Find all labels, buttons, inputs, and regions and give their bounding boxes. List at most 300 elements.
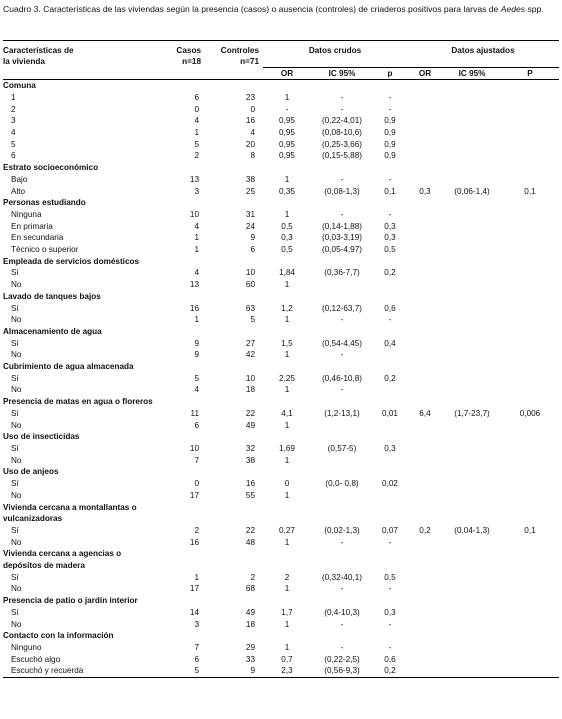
p-adjusted-cell bbox=[501, 619, 559, 631]
caption-text: Cuadro 3. Características de las viviendas según la presencia (casos) o ausencia (controles) de criaderos positivos para larvas de bbox=[3, 4, 499, 14]
controls-cell: 49 bbox=[245, 607, 255, 617]
controls-cell: 29 bbox=[245, 642, 255, 652]
cases-cell: 17 bbox=[189, 490, 199, 500]
ic-adjusted-cell bbox=[443, 654, 501, 666]
or-adjusted-cell bbox=[407, 267, 443, 279]
or-adjusted-cell bbox=[407, 279, 443, 291]
or-adjusted-cell bbox=[407, 115, 443, 127]
p-adjusted-cell bbox=[501, 279, 559, 291]
ic-cell bbox=[311, 279, 373, 291]
p-adjusted-cell bbox=[501, 127, 559, 139]
section-title: Presencia de matas en agua o floreros bbox=[3, 397, 153, 407]
controls-cell: 31 bbox=[245, 209, 255, 219]
ic-cell: (0,25-3,66) bbox=[321, 139, 363, 149]
p-cell bbox=[373, 384, 407, 396]
row-label: Sí bbox=[11, 338, 19, 348]
p-adjusted-cell bbox=[501, 443, 559, 455]
or-cell: 1 bbox=[284, 209, 290, 219]
controls-cell: 24 bbox=[245, 221, 255, 231]
or-adjusted-cell bbox=[407, 455, 443, 467]
header-cases-label: Casos bbox=[176, 46, 201, 55]
p-adjusted-cell bbox=[501, 104, 559, 116]
p-adjusted-cell bbox=[501, 150, 559, 162]
controls-cell: 18 bbox=[245, 619, 255, 629]
or-adjusted-cell bbox=[407, 244, 443, 256]
controls-cell: 6 bbox=[250, 245, 255, 255]
table-row bbox=[3, 607, 559, 619]
cases-cell: 2 bbox=[194, 151, 199, 161]
section-row bbox=[3, 431, 559, 443]
or-cell: 1 bbox=[284, 642, 290, 652]
table-row bbox=[3, 150, 559, 162]
row-label: Ninguno bbox=[11, 642, 42, 652]
section-row bbox=[3, 513, 559, 525]
section-title: Vivienda cercana a montallantas o bbox=[3, 502, 137, 512]
header-characteristic-line1: Características de bbox=[3, 46, 74, 55]
table-row bbox=[3, 583, 559, 595]
ic-cell: (0,14-1,88) bbox=[321, 221, 363, 231]
or-cell: 1 bbox=[284, 584, 290, 594]
controls-cell: 16 bbox=[245, 479, 255, 489]
controls-cell: 42 bbox=[245, 350, 255, 360]
ic-adjusted-cell bbox=[443, 104, 501, 116]
p-cell: - bbox=[388, 174, 392, 184]
p-adjusted-cell: 0,1 bbox=[524, 525, 536, 535]
section-row bbox=[3, 326, 559, 338]
header-cases-n: n=18 bbox=[182, 57, 201, 66]
row-label: Sí bbox=[11, 572, 19, 582]
ic-adjusted-cell bbox=[443, 642, 501, 654]
ic-cell: (0,54-4,45) bbox=[321, 338, 363, 348]
controls-cell: 25 bbox=[245, 186, 255, 196]
row-label: No bbox=[11, 619, 22, 629]
cases-cell: 11 bbox=[190, 408, 199, 418]
p-adjusted-cell bbox=[501, 139, 559, 151]
or-cell: 1,2 bbox=[281, 303, 293, 313]
row-label: No bbox=[11, 420, 22, 430]
controls-cell: 22 bbox=[245, 525, 255, 535]
cases-cell: 10 bbox=[189, 209, 199, 219]
header-crude-data bbox=[263, 41, 407, 68]
p-cell bbox=[373, 420, 407, 432]
or-cell: 0,95 bbox=[279, 128, 295, 137]
p-cell: 0,3 bbox=[384, 221, 396, 231]
ic-adjusted-cell bbox=[443, 420, 501, 432]
or-adjusted-cell bbox=[407, 232, 443, 244]
header-adjusted-data bbox=[407, 41, 559, 68]
p-adjusted-cell bbox=[501, 244, 559, 256]
ic-cell: - bbox=[340, 174, 344, 184]
row-label: Sí bbox=[11, 607, 19, 617]
p-cell: 0,3 bbox=[384, 443, 396, 453]
table-row bbox=[3, 455, 559, 467]
row-label: Escuchó y recuerda bbox=[3, 665, 161, 677]
cases-cell: 17 bbox=[189, 584, 199, 594]
ic-cell: - bbox=[340, 537, 344, 547]
ic-cell: (0,03-3,19) bbox=[321, 233, 363, 243]
or-cell: 0,27 bbox=[279, 525, 295, 535]
or-cell: 1 bbox=[284, 455, 290, 465]
ic-adjusted-cell bbox=[443, 455, 501, 467]
cases-cell: 1 bbox=[194, 572, 199, 582]
ic-adjusted-cell bbox=[443, 490, 501, 502]
header-cases bbox=[161, 41, 201, 68]
or-cell: 4,1 bbox=[281, 408, 293, 418]
row-label: 5 bbox=[11, 139, 16, 149]
table-row bbox=[3, 572, 559, 584]
ic-cell: (0,02-1,3) bbox=[324, 525, 360, 535]
section-title: Empleada de servicios domésticos bbox=[3, 256, 140, 266]
cases-cell: 4 bbox=[194, 268, 199, 278]
or-cell: 2 bbox=[284, 572, 290, 582]
or-adjusted-cell bbox=[407, 619, 443, 631]
cases-cell: 1 bbox=[194, 315, 199, 325]
p-cell: 0,9 bbox=[384, 116, 396, 126]
controls-cell: 10 bbox=[245, 268, 255, 278]
ic-cell bbox=[311, 420, 373, 432]
controls-cell: 60 bbox=[245, 280, 255, 290]
or-adjusted-cell bbox=[407, 420, 443, 432]
controls-cell: 49 bbox=[245, 420, 255, 430]
controls-cell: 0 bbox=[250, 104, 255, 114]
p-adjusted-cell bbox=[501, 478, 559, 490]
row-label: Alto bbox=[11, 186, 26, 196]
ic-adjusted-cell bbox=[443, 349, 501, 361]
controls-cell: 18 bbox=[245, 385, 255, 395]
cases-cell: 4 bbox=[194, 116, 199, 126]
table-row bbox=[3, 303, 559, 315]
or-adjusted-cell bbox=[407, 478, 443, 490]
cases-cell: 1 bbox=[194, 245, 199, 255]
row-label: En secundaria bbox=[11, 233, 64, 243]
section-title: Contacto con la información bbox=[3, 631, 114, 641]
table-row bbox=[3, 244, 559, 256]
controls-cell: 5 bbox=[250, 315, 255, 325]
controls-cell: 22 bbox=[245, 408, 255, 418]
controls-cell: 32 bbox=[245, 443, 255, 453]
controls-cell: 9 bbox=[201, 665, 263, 677]
row-label: No bbox=[11, 490, 22, 500]
p-adjusted-cell bbox=[501, 420, 559, 432]
table-row bbox=[3, 420, 559, 432]
ic-cell: - bbox=[340, 642, 344, 652]
ic-adjusted-cell bbox=[443, 279, 501, 291]
table-row bbox=[3, 267, 559, 279]
table-row bbox=[3, 338, 559, 350]
or-cell: 1 bbox=[284, 174, 290, 184]
p-cell bbox=[373, 349, 407, 361]
controls-cell: 23 bbox=[245, 92, 255, 102]
or-cell: 1 bbox=[284, 420, 290, 430]
row-label: 6 bbox=[11, 151, 16, 161]
p-cell: 0,6 bbox=[384, 303, 396, 313]
p-adjusted-cell bbox=[501, 209, 559, 221]
ic-adjusted-cell bbox=[443, 244, 501, 256]
or-adjusted-cell bbox=[407, 665, 443, 677]
cases-cell: 6 bbox=[194, 92, 199, 102]
p-adjusted-cell: 0,1 bbox=[524, 186, 536, 196]
row-label: No bbox=[11, 280, 22, 290]
or-cell: 1,69 bbox=[279, 443, 295, 453]
cases-cell: 0 bbox=[194, 479, 199, 489]
row-label: Escuchó algo bbox=[11, 654, 61, 664]
p-adjusted-cell bbox=[501, 572, 559, 584]
p-cell: 0,3 bbox=[384, 233, 396, 243]
header-or: OR bbox=[263, 67, 311, 80]
p-adjusted-cell bbox=[501, 654, 559, 666]
or-adjusted-cell bbox=[407, 174, 443, 186]
or-cell: 0,5 bbox=[281, 221, 293, 231]
p-adjusted-cell bbox=[501, 642, 559, 654]
or-adjusted-cell bbox=[407, 583, 443, 595]
ic-adjusted-cell bbox=[443, 209, 501, 221]
row-label: 3 bbox=[11, 116, 16, 126]
ic-adjusted-cell bbox=[443, 583, 501, 595]
table-row bbox=[3, 186, 559, 198]
controls-cell: 16 bbox=[245, 116, 255, 126]
or-adjusted-cell bbox=[407, 104, 443, 116]
row-label: 2 bbox=[11, 104, 16, 114]
row-label: Ninguna bbox=[11, 209, 42, 219]
or-cell: 1,7 bbox=[281, 607, 293, 617]
cases-cell: 5 bbox=[194, 139, 199, 149]
ic-adjusted-cell bbox=[443, 174, 501, 186]
or-cell: 1 bbox=[284, 385, 290, 395]
ic-adjusted-cell bbox=[443, 373, 501, 385]
table-row bbox=[3, 408, 559, 420]
cases-cell: 5 bbox=[161, 665, 201, 677]
section-title: Comuna bbox=[3, 81, 36, 91]
or-adjusted-cell bbox=[407, 537, 443, 549]
cases-cell: 6 bbox=[194, 654, 199, 664]
p-adjusted-cell bbox=[501, 314, 559, 326]
table-row bbox=[3, 490, 559, 502]
characteristics-table bbox=[3, 40, 559, 678]
table-row bbox=[3, 139, 559, 151]
row-label: En primaria bbox=[11, 221, 53, 231]
row-label: Sí bbox=[11, 408, 19, 418]
table-row bbox=[3, 115, 559, 127]
p-adjusted-cell bbox=[501, 583, 559, 595]
p-cell: 0,07 bbox=[382, 525, 398, 535]
controls-cell: 38 bbox=[245, 455, 255, 465]
row-label: Sí bbox=[11, 373, 19, 383]
p-cell: 0,5 bbox=[384, 245, 396, 255]
ic-cell: - bbox=[340, 385, 344, 395]
section-row bbox=[3, 256, 559, 268]
ic-cell bbox=[311, 490, 373, 502]
controls-cell: 63 bbox=[245, 303, 255, 313]
or-adjusted-cell bbox=[407, 127, 443, 139]
table-header bbox=[3, 41, 559, 80]
ic-cell: (0,22-2,5) bbox=[324, 654, 360, 664]
table-row bbox=[3, 104, 559, 116]
controls-cell: 33 bbox=[245, 654, 255, 664]
ic-cell: (0,46-10,8) bbox=[321, 373, 363, 383]
section-title: Almacenamiento de agua bbox=[3, 326, 102, 336]
ic-adjusted-cell bbox=[443, 150, 501, 162]
p-adjusted-cell bbox=[501, 665, 559, 677]
or-adjusted-cell bbox=[407, 490, 443, 502]
header-characteristic-line2: la vivienda bbox=[3, 57, 45, 66]
or-cell: 1 bbox=[284, 280, 290, 290]
row-label: Sí bbox=[11, 443, 19, 453]
p-cell: 0,6 bbox=[384, 654, 396, 664]
header-ic: IC 95% bbox=[311, 67, 373, 80]
ic-adjusted-cell bbox=[443, 665, 501, 677]
or-adjusted-cell bbox=[407, 373, 443, 385]
p-cell: 0,1 bbox=[384, 186, 396, 196]
ic-cell: - bbox=[340, 92, 344, 102]
cases-cell: 14 bbox=[189, 607, 199, 617]
table-caption bbox=[3, 4, 559, 15]
or-adjusted-cell bbox=[407, 150, 443, 162]
row-label: Sí bbox=[11, 525, 19, 535]
ic-adjusted-cell bbox=[443, 303, 501, 315]
row-label: No bbox=[11, 537, 22, 547]
or-cell: 1,5 bbox=[281, 338, 293, 348]
header-spacer bbox=[161, 67, 201, 80]
section-row bbox=[3, 361, 559, 373]
ic-cell: (1,2-13,1) bbox=[324, 408, 360, 418]
p-cell: 0,9 bbox=[384, 139, 396, 149]
cases-cell: 13 bbox=[189, 280, 199, 290]
p-cell: 0,9 bbox=[384, 128, 396, 137]
p-adjusted-cell bbox=[501, 384, 559, 396]
controls-cell: 8 bbox=[250, 151, 255, 161]
controls-cell: 9 bbox=[250, 233, 255, 243]
controls-cell: 20 bbox=[245, 139, 255, 149]
section-title: Cubrimiento de agua almacenada bbox=[3, 362, 134, 372]
row-label: No bbox=[11, 315, 22, 325]
ic-cell: - bbox=[340, 104, 344, 114]
controls-cell: 68 bbox=[245, 584, 255, 594]
or-cell: 0,95 bbox=[279, 139, 295, 149]
ic-adjusted-cell bbox=[443, 232, 501, 244]
ic-adjusted-cell bbox=[443, 572, 501, 584]
section-row bbox=[3, 291, 559, 303]
header-or-adjusted: OR bbox=[407, 67, 443, 80]
header-p: p bbox=[373, 67, 407, 80]
or-cell: 1 bbox=[284, 92, 290, 102]
header-characteristic bbox=[3, 41, 161, 68]
controls-cell: 27 bbox=[245, 338, 255, 348]
ic-adjusted-cell bbox=[443, 607, 501, 619]
ic-cell bbox=[311, 455, 373, 467]
p-adjusted-cell bbox=[501, 303, 559, 315]
controls-cell: 10 bbox=[245, 373, 255, 383]
p-cell: 0,2 bbox=[373, 665, 407, 677]
table-row bbox=[3, 221, 559, 233]
cases-cell: 1 bbox=[194, 128, 199, 137]
or-cell: 1 bbox=[284, 537, 290, 547]
ic-adjusted-cell: (0,06-1,4) bbox=[454, 186, 490, 196]
table-row bbox=[3, 537, 559, 549]
p-cell: 0,2 bbox=[384, 373, 396, 383]
p-adjusted-cell bbox=[501, 537, 559, 549]
p-cell: 0,2 bbox=[384, 268, 396, 278]
table-row bbox=[3, 665, 559, 677]
p-adjusted-cell bbox=[501, 267, 559, 279]
row-label: 1 bbox=[11, 92, 16, 102]
ic-adjusted-cell bbox=[443, 619, 501, 631]
ic-cell: (0,22-4,01) bbox=[321, 116, 363, 126]
p-cell: - bbox=[388, 209, 392, 219]
or-adjusted-cell: 6,4 bbox=[419, 408, 431, 418]
section-title: Lavado de tanques bajos bbox=[3, 291, 101, 301]
ic-cell: (0,15-5,88) bbox=[321, 151, 363, 161]
p-adjusted-cell bbox=[501, 221, 559, 233]
header-p-adjusted: P bbox=[501, 67, 559, 80]
ic-adjusted-cell: (0,04-1,3) bbox=[454, 525, 490, 535]
ic-cell: (0,05-4,97) bbox=[321, 245, 363, 255]
p-cell bbox=[373, 279, 407, 291]
or-cell: 0,3 bbox=[281, 233, 293, 243]
or-adjusted-cell bbox=[407, 338, 443, 350]
controls-cell: 55 bbox=[245, 490, 255, 500]
header-controls-label: Controles bbox=[220, 46, 259, 55]
table-row bbox=[3, 209, 559, 221]
cases-cell: 5 bbox=[194, 373, 199, 383]
or-adjusted-cell bbox=[407, 654, 443, 666]
section-row bbox=[3, 548, 559, 560]
ic-adjusted-cell bbox=[443, 92, 501, 104]
header-controls bbox=[201, 41, 263, 68]
or-cell: 1 bbox=[284, 315, 290, 325]
header-spacer bbox=[3, 67, 161, 80]
or-cell: 0,5 bbox=[281, 245, 293, 255]
cases-cell: 2 bbox=[194, 525, 199, 535]
row-label: Bajo bbox=[11, 174, 28, 184]
ic-adjusted-cell bbox=[443, 139, 501, 151]
cases-cell: 13 bbox=[189, 174, 199, 184]
or-cell: 0 bbox=[284, 479, 290, 489]
controls-cell: 48 bbox=[245, 537, 255, 547]
ic-cell: (0,12-63,7) bbox=[321, 303, 363, 313]
cases-cell: 3 bbox=[194, 619, 199, 629]
p-adjusted-cell bbox=[501, 373, 559, 385]
section-title: Personas estudiando bbox=[3, 198, 86, 208]
p-adjusted-cell bbox=[501, 607, 559, 619]
or-adjusted-cell bbox=[407, 443, 443, 455]
table-row bbox=[3, 619, 559, 631]
ic-adjusted-cell bbox=[443, 443, 501, 455]
p-adjusted-cell: 0,006 bbox=[519, 408, 541, 418]
row-label: Sí bbox=[11, 479, 19, 489]
or-adjusted-cell bbox=[407, 349, 443, 361]
ic-adjusted-cell bbox=[443, 127, 501, 139]
p-cell bbox=[373, 490, 407, 502]
section-row bbox=[3, 197, 559, 209]
or-adjusted-cell bbox=[407, 314, 443, 326]
p-cell: - bbox=[388, 104, 392, 114]
header-adjusted-label: Datos ajustados bbox=[451, 46, 515, 55]
cases-cell: 16 bbox=[189, 537, 199, 547]
ic-cell: (0,36-7,7) bbox=[324, 268, 360, 278]
table-row bbox=[3, 349, 559, 361]
or-adjusted-cell bbox=[407, 572, 443, 584]
p-cell: - bbox=[388, 619, 392, 629]
table-row bbox=[3, 525, 559, 537]
p-cell bbox=[373, 455, 407, 467]
section-row bbox=[3, 595, 559, 607]
section-title: Presencia de patio o jardín interior bbox=[3, 596, 138, 606]
ic-adjusted-cell bbox=[443, 115, 501, 127]
row-label: 4 bbox=[11, 128, 16, 137]
p-cell: 0,3 bbox=[384, 607, 396, 617]
p-adjusted-cell bbox=[501, 232, 559, 244]
cases-cell: 6 bbox=[194, 420, 199, 430]
